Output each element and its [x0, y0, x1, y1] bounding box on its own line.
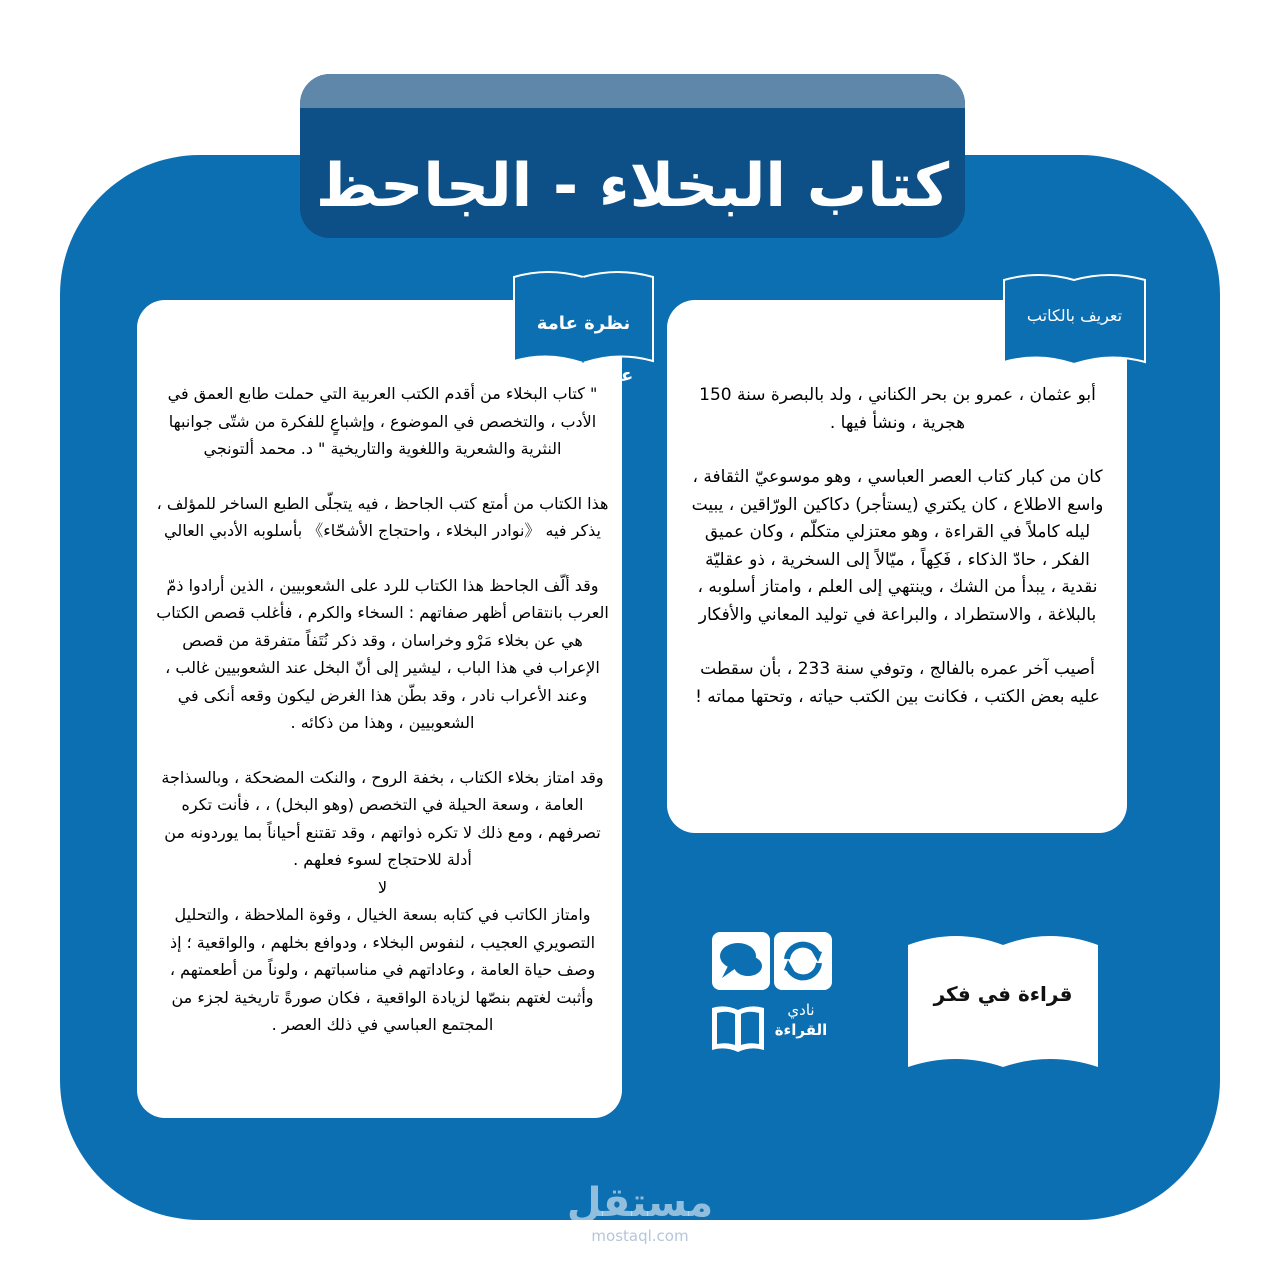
reading-club-logo — [706, 930, 836, 1060]
book-overview-label-line1: نظرة عامة — [536, 313, 631, 334]
author-text — [690, 382, 1105, 738]
book-paragraph: وقد امتاز بخلاء الكتاب ، بخفة الروح ، والنكت المضحكة ، وبالسذاجة العامة ، وسعة الحيلة في التخصص (وهو البخل) ، ، فأنت تكره تصرفهم ، ومع ذلك لا تكره ذواتهم ، وقد تقتنع أحياناً بما يوردونه من أدلة للاحتجاج لسوء فعلهم . — [161, 767, 604, 869]
author-paragraph: كان من كبار كتاب العصر العباسي ، وهو موسوعيّ الثقافة ، واسع الاطلاع ، كان يكتري (يستأجر) دكاكين الورّاقين ، يبيت ليله كاملاً في القراءة ، وهو معتزلي متكلّم ، وكان عميق الفكر ، حادّ الذكاء ، فَكِهاً ، ميّالاً إلى السخرية ، ذو عقليّة نقدية ، يبدأ من الشك ، وينتهي إلى العلم ، وامتاز أسلوبه ، بالبلاغة ، والاستطراد ، والبراعة في توليد المعاني والأفكار — [691, 467, 1104, 625]
book-paragraph: وقد ألّف الجاحظ هذا الكتاب للرد على الشعوبيين ، الذين أرادوا ذمّ العرب بانتقاص أظهر صفاتهم : السخاء والكرم ، فأغلب قصص الكتاب هي عن بخلاء مَرْو وخراسان ، وقد ذكر نُتَفاً متفرقة من قصص الإعراب في هذا الباب ، ليشير إلى أنّ البخل عند الشعوبيين غالب ، وعند الأعراب نادر ، وقد بطّن هذا الغرض ليكون وقعه أنكى في الشعوبيين ، وهذا من ذكائه . — [156, 575, 609, 732]
refresh-icon — [774, 932, 832, 990]
reading-club-line2: القراءة — [774, 1021, 828, 1039]
reading-in-thought-text: قراءة في فكر — [933, 982, 1073, 1006]
book-paragraph: " كتاب البخلاء من أقدم الكتب العربية التي حملت طابع العمق في الأدب ، والتخصص في الموضوع ، وإشباعٍ للفكرة من شتّى جوانبها النثرية والشعرية واللغوية والتاريخية " د. محمد ألتونجي — [167, 384, 598, 458]
author-paragraph: أبو عثمان ، عمرو بن بحر الكناني ، ولد بالبصرة سنة 150 هجرية ، ونشأ فيها . — [699, 385, 1096, 433]
page-title: كتاب البخلاء - الجاحظ — [315, 151, 950, 221]
author-label-text: تعريف بالكاتب — [1026, 306, 1123, 325]
book-overview-label-line2: على الكتاب — [533, 365, 634, 386]
book-icon — [708, 998, 768, 1058]
book-paragraph: لا — [377, 877, 388, 897]
watermark-arabic: مستقل — [566, 1180, 714, 1226]
author-paragraph: أصيب آخر عمره بالفالج ، وتوفي سنة 233 ، بأن سقطت عليه بعض الكتب ، فكانت بين الكتب حياته ، وتحتها مماته ! — [695, 659, 1100, 707]
watermark — [540, 1180, 740, 1246]
speech-bubbles-icon — [712, 932, 770, 990]
book-paragraph: وامتاز الكاتب في كتابه بسعة الخيال ، وقوة الملاحظة ، والتحليل التصويري العجيب ، لنفوس البخلاء ، ودوافع بخلهم ، والواقعية ؛ إذ وصف حياة العامة ، وعاداتهم في مناسباتهم ، ولوناً من أطعمتهم ، وأثبت لغتهم بنصّها لزيادة الواقعية ، فكان صورةً تاريخية لجزء من المجتمع العباسي في ذلك العصر . — [169, 905, 596, 1034]
speech-bubbles-tile — [712, 932, 770, 990]
book-overview-text — [155, 380, 610, 1066]
title-banner-strip — [300, 74, 965, 108]
refresh-tile — [774, 932, 832, 990]
book-tile — [708, 998, 768, 1058]
watermark-latin: mostaql.com — [591, 1227, 689, 1245]
reading-club-name — [768, 1000, 834, 1040]
author-label — [1002, 268, 1147, 368]
reading-club-line1: نادي — [787, 1001, 815, 1019]
book-paragraph: هذا الكتاب من أمتع كتب الجاحظ ، فيه يتجلّى الطبع الساخر للمؤلف ، يذكر فيه 《نوادر البخلاء ، واحتجاج الأشحّاء》 بأسلوبه الأدبي العالي — [156, 493, 609, 540]
reading-in-thought-book — [906, 925, 1100, 1070]
title-banner — [300, 74, 965, 238]
book-overview-label — [512, 265, 655, 386]
